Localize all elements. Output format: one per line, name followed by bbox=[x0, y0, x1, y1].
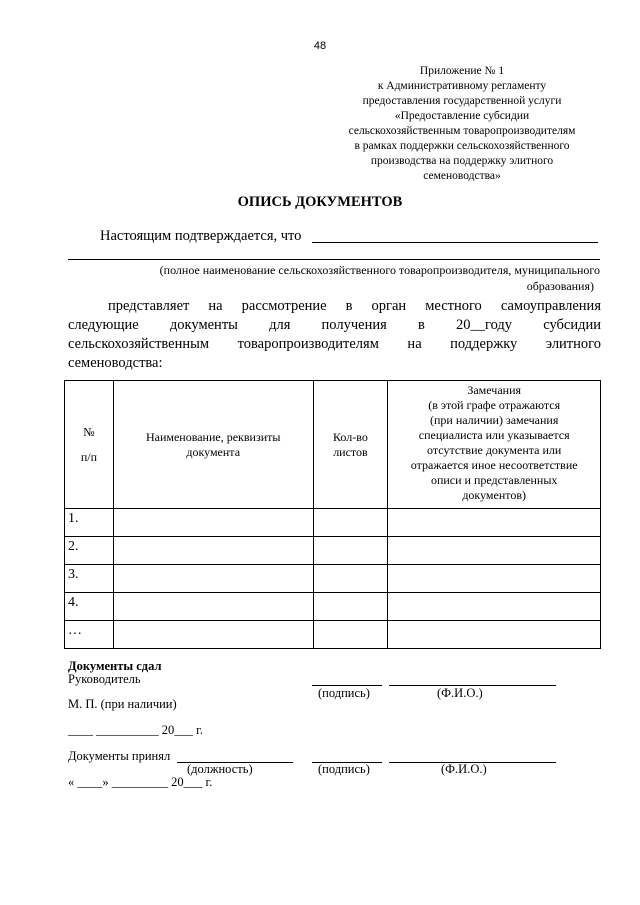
col-number-header bbox=[65, 381, 114, 509]
submitted-heading: Документы сдал bbox=[68, 659, 162, 673]
paragraph-line: представляет на рассмотрение в орган местного самоуправления bbox=[108, 298, 601, 314]
applicant-name-line-2 bbox=[68, 259, 600, 260]
submitted-signature-label: (подпись) bbox=[318, 686, 370, 700]
appendix-block bbox=[330, 64, 594, 184]
appendix-line: к Административному регламенту bbox=[377, 80, 547, 92]
col-header-line: (при наличии) замечания bbox=[429, 413, 559, 427]
col-header-line: п/п bbox=[80, 449, 98, 464]
submitted-role: Руководитель bbox=[68, 672, 141, 686]
sheet-count-cell[interactable] bbox=[313, 537, 388, 565]
received-label: Документы принял bbox=[68, 749, 171, 763]
table-row bbox=[65, 593, 601, 621]
received-position-label: (должность) bbox=[187, 762, 253, 776]
col-header-line: Замечания bbox=[467, 383, 522, 397]
row-number: 4. bbox=[65, 593, 114, 621]
appendix-line: в рамках поддержки сельскохозяйственного bbox=[354, 140, 570, 152]
name-hint bbox=[68, 262, 600, 294]
document-name-cell[interactable] bbox=[113, 537, 313, 565]
appendix-line: сельскохозяйственным товаропроизводителям bbox=[348, 125, 576, 137]
col-header-line: Наименование, реквизиты bbox=[145, 429, 281, 444]
sheet-count-cell[interactable] bbox=[313, 509, 388, 537]
submitted-date: ____ __________ 20___ г. bbox=[68, 723, 203, 737]
col-header-line: документов) bbox=[462, 488, 527, 502]
row-number: 3. bbox=[65, 565, 114, 593]
paragraph-line: сельскохозяйственным товаропроизводителям на поддержку элитного bbox=[68, 336, 601, 352]
document-name-cell[interactable] bbox=[113, 593, 313, 621]
remarks-cell[interactable] bbox=[388, 593, 601, 621]
document-name-cell[interactable] bbox=[113, 509, 313, 537]
remarks-cell[interactable] bbox=[388, 621, 601, 649]
appendix-line: производства на поддержку элитного bbox=[370, 155, 554, 167]
row-number: 2. bbox=[65, 537, 114, 565]
appendix-line: семеноводства» bbox=[423, 170, 501, 182]
col-header-line: документа bbox=[186, 444, 241, 459]
name-hint-line: (полное наименование сельскохозяйственного товаропроизводителя, муниципального bbox=[159, 263, 600, 277]
document-name-cell[interactable] bbox=[113, 565, 313, 593]
received-signature-label: (подпись) bbox=[318, 762, 370, 776]
table-header-row bbox=[65, 381, 601, 509]
page-number: 48 bbox=[313, 40, 327, 52]
col-header-line: (в этой графе отражаются bbox=[428, 398, 561, 412]
sheet-count-cell[interactable] bbox=[313, 565, 388, 593]
col-remarks-header bbox=[388, 381, 601, 509]
remarks-cell[interactable] bbox=[388, 537, 601, 565]
sheet-count-cell[interactable] bbox=[313, 593, 388, 621]
received-date: « ____» _________ 20___ г. bbox=[68, 775, 213, 789]
col-header-line: листов bbox=[333, 444, 368, 459]
col-name-header bbox=[113, 381, 313, 509]
appendix-line: Приложение № 1 bbox=[419, 65, 505, 77]
documents-table bbox=[64, 380, 601, 649]
intro-paragraph bbox=[68, 297, 601, 373]
col-header-line: описи и представленных bbox=[430, 473, 558, 487]
stamp-text: М. П. (при наличии) bbox=[68, 697, 177, 711]
col-header-line: отражается иное несоответствие bbox=[410, 458, 578, 472]
sheet-count-cell[interactable] bbox=[313, 621, 388, 649]
row-number: … bbox=[65, 621, 114, 649]
table-row bbox=[65, 509, 601, 537]
remarks-cell[interactable] bbox=[388, 565, 601, 593]
confirm-text: Настоящим подтверждается, что bbox=[100, 228, 302, 244]
paragraph-line: следующие документы для получения в 20__году субсидии bbox=[68, 317, 601, 333]
appendix-line: предоставления государственной услуги bbox=[362, 95, 562, 107]
name-hint-line: образования) bbox=[526, 279, 594, 293]
table-row bbox=[65, 537, 601, 565]
col-sheets-header bbox=[313, 381, 388, 509]
table-row bbox=[65, 565, 601, 593]
remarks-cell[interactable] bbox=[388, 509, 601, 537]
submitted-name-label: (Ф.И.О.) bbox=[437, 686, 483, 700]
received-name-label: (Ф.И.О.) bbox=[441, 762, 487, 776]
col-header-line: специалиста или указывается bbox=[418, 428, 570, 442]
paragraph-line: семеноводства: bbox=[68, 355, 163, 371]
row-number: 1. bbox=[65, 509, 114, 537]
applicant-name-line bbox=[312, 242, 598, 243]
table-row bbox=[65, 621, 601, 649]
document-name-cell[interactable] bbox=[113, 621, 313, 649]
col-header-line: отсутствие документа или bbox=[427, 443, 562, 457]
col-header-line: Кол-во bbox=[333, 429, 368, 444]
appendix-line: «Предоставление субсидии bbox=[394, 110, 530, 122]
document-title: ОПИСЬ ДОКУМЕНТОВ bbox=[237, 194, 403, 210]
col-header-line: № bbox=[83, 424, 95, 439]
